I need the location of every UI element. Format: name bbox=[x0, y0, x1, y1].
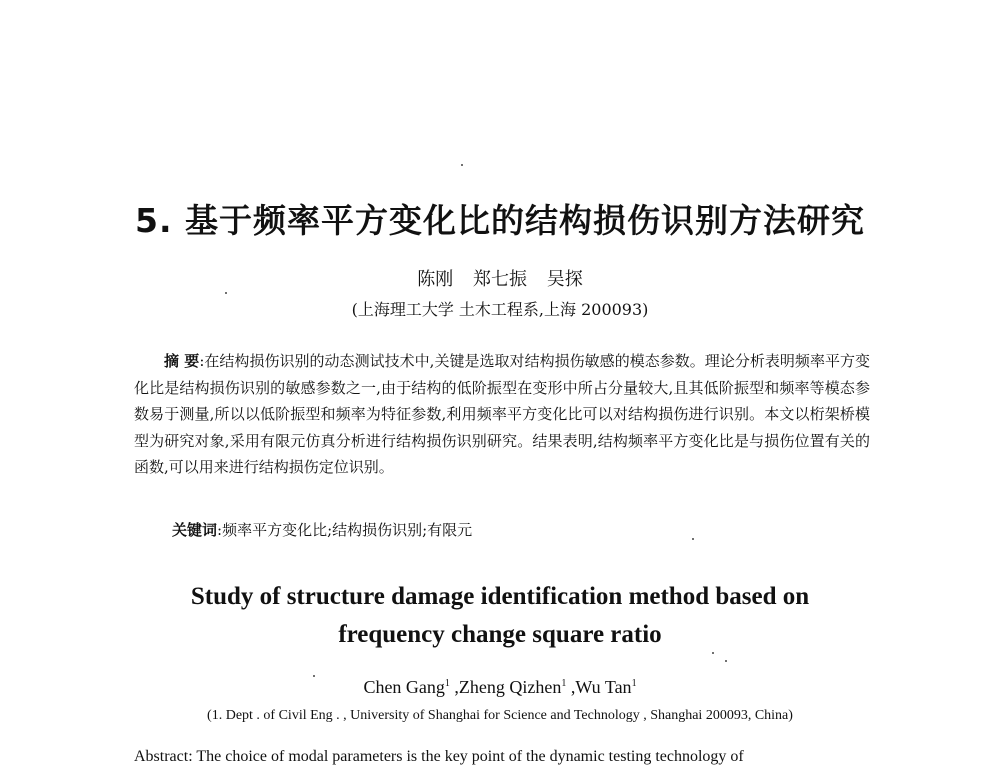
scan-speck bbox=[725, 660, 727, 662]
author-1-affil-mark: 1 bbox=[444, 678, 450, 689]
chinese-affiliation: (上海理工大学 土木工程系,上海 200093) bbox=[351, 300, 649, 319]
scan-speck bbox=[712, 652, 714, 654]
chinese-authors: 陈刚 郑七振 吴探 bbox=[417, 269, 583, 290]
scan-speck bbox=[313, 675, 315, 677]
scan-speck bbox=[461, 164, 463, 166]
chinese-abstract bbox=[134, 348, 870, 481]
scan-speck bbox=[225, 292, 227, 294]
author-2: ,Zheng Qizhen bbox=[449, 677, 562, 697]
abstract-label-cn: 摘 要 bbox=[164, 352, 200, 370]
keywords-text-cn: :频率平方变化比;结构损伤识别;有限元 bbox=[217, 521, 473, 539]
chinese-title: 5. 基于频率平方变化比的结构损伤识别方法研究 bbox=[135, 201, 865, 240]
english-title-line-1: Study of structure damage identification method based on bbox=[190, 583, 810, 610]
english-abstract-start: Abstract: The choice of modal parameters is the key point of the dynamic testing technology of bbox=[134, 748, 744, 765]
abstract-text-cn: :在结构损伤识别的动态测试技术中,关键是选取对结构损伤敏感的模态参数。理论分析表明频率平方变化比是结构损伤识别的敏感参数之一,由于结构的低阶振型在变形中所占分量较大,且其低阶振型和频率等模态参数易于测量,所以以低阶振型和频率为特征参数,利用频率平方变化比可以对结构损伤进行识别。本文以桁架桥模型为研究对象,采用有限元仿真分析进行结构损伤识别研究。结果表明,结构频率平方变化比是与损伤位置有关的函数,可以用来进行结构损伤定位识别。 bbox=[134, 352, 870, 476]
english-title bbox=[0, 578, 1000, 654]
author-3-affil-mark: 1 bbox=[631, 678, 637, 689]
keywords-label-cn: 关键词 bbox=[172, 521, 218, 539]
english-authors bbox=[0, 677, 1000, 698]
author-3: ,Wu Tan bbox=[566, 677, 632, 697]
author-1: Chen Gang bbox=[363, 677, 445, 697]
english-title-line-2: frequency change square ratio bbox=[338, 621, 662, 648]
author-2-affil-mark: 1 bbox=[561, 678, 567, 689]
english-affiliation: (1. Dept . of Civil Eng . , University of Shanghai for Science and Technology , Shanghai 200093, China) bbox=[207, 708, 793, 723]
chinese-keywords bbox=[172, 519, 472, 540]
scan-speck bbox=[692, 538, 694, 540]
